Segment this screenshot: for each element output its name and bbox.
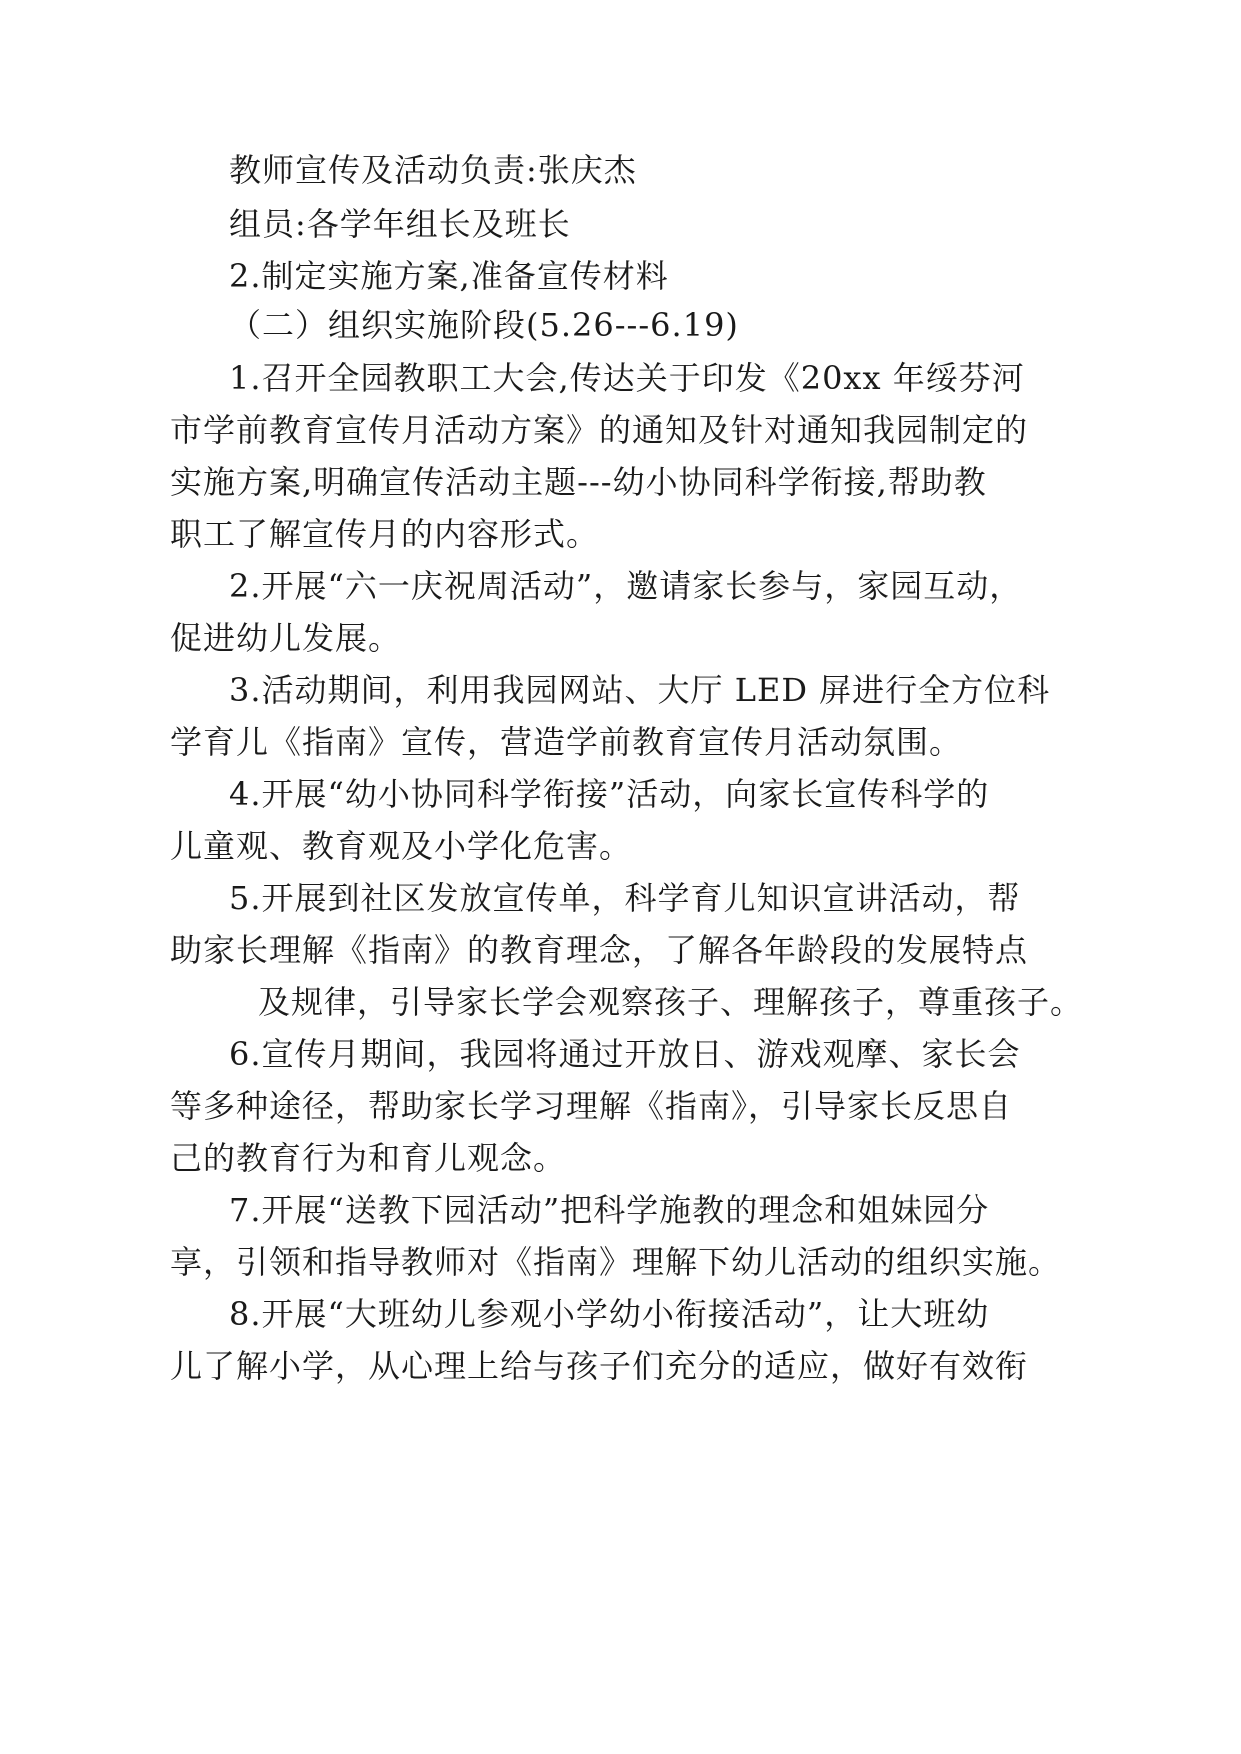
text-line-13: 4.开展“幼小协同科学衔接”活动，向家长宣传科学的: [229, 775, 990, 813]
text-line-6: 市学前教育宣传月活动方案》的通知及针对通知我园制定的: [170, 411, 1029, 449]
text-line-7: 实施方案,明确宣传活动主题---幼小协同科学衔接,帮助教: [170, 463, 987, 501]
text-line-18: 6.宣传月期间，我园将通过开放日、游戏观摩、家长会: [229, 1035, 1021, 1073]
text-line-3: 2.制定实施方案,准备宣传材料: [229, 257, 669, 295]
text-line-11: 3.活动期间，利用我园网站、大厅 LED 屏进行全方位科: [229, 671, 1051, 709]
text-line-21: 7.开展“送教下园活动”把科学施教的理念和姐妹园分: [229, 1191, 990, 1229]
text-line-9: 2.开展“六一庆祝周活动”，邀请家长参与，家园互动，: [229, 567, 1023, 605]
text-line-2: 组员:各学年组长及班长: [229, 205, 571, 243]
text-line-8: 职工了解宣传月的内容形式。: [170, 515, 600, 553]
text-line-1: 教师宣传及活动负责:张庆杰: [229, 151, 637, 189]
text-line-5: 1.召开全园教职工大会,传达关于印发《20xx 年绥芬河: [229, 359, 1025, 397]
text-line-22: 享，引领和指导教师对《指南》理解下幼儿活动的组织实施。: [170, 1243, 1062, 1281]
text-line-20: 己的教育行为和育儿观念。: [170, 1139, 567, 1177]
text-line-15: 5.开展到社区发放宣传单，科学育儿知识宣讲活动，帮: [229, 879, 1021, 917]
text-line-17: 及规律，引导家长学会观察孩子、理解孩子，尊重孩子。: [258, 983, 1084, 1021]
text-line-24: 儿了解小学，从心理上给与孩子们充分的适应，做好有效衔: [170, 1347, 1029, 1385]
text-line-12: 学育儿《指南》宣传，营造学前教育宣传月活动氛围。: [170, 723, 963, 761]
text-line-23: 8.开展“大班幼儿参观小学幼小衔接活动”，让大班幼: [229, 1295, 990, 1333]
text-line-10: 促进幼儿发展。: [170, 619, 402, 657]
text-line-14: 儿童观、教育观及小学化危害。: [170, 827, 633, 865]
text-line-19: 等多种途径，帮助家长学习理解《指南》，引导家长反思自: [170, 1087, 1013, 1125]
text-line-16: 助家长理解《指南》的教育理念，了解各年龄段的发展特点: [170, 931, 1029, 969]
section-heading: （二）组织实施阶段(5.26---6.19): [229, 306, 739, 344]
